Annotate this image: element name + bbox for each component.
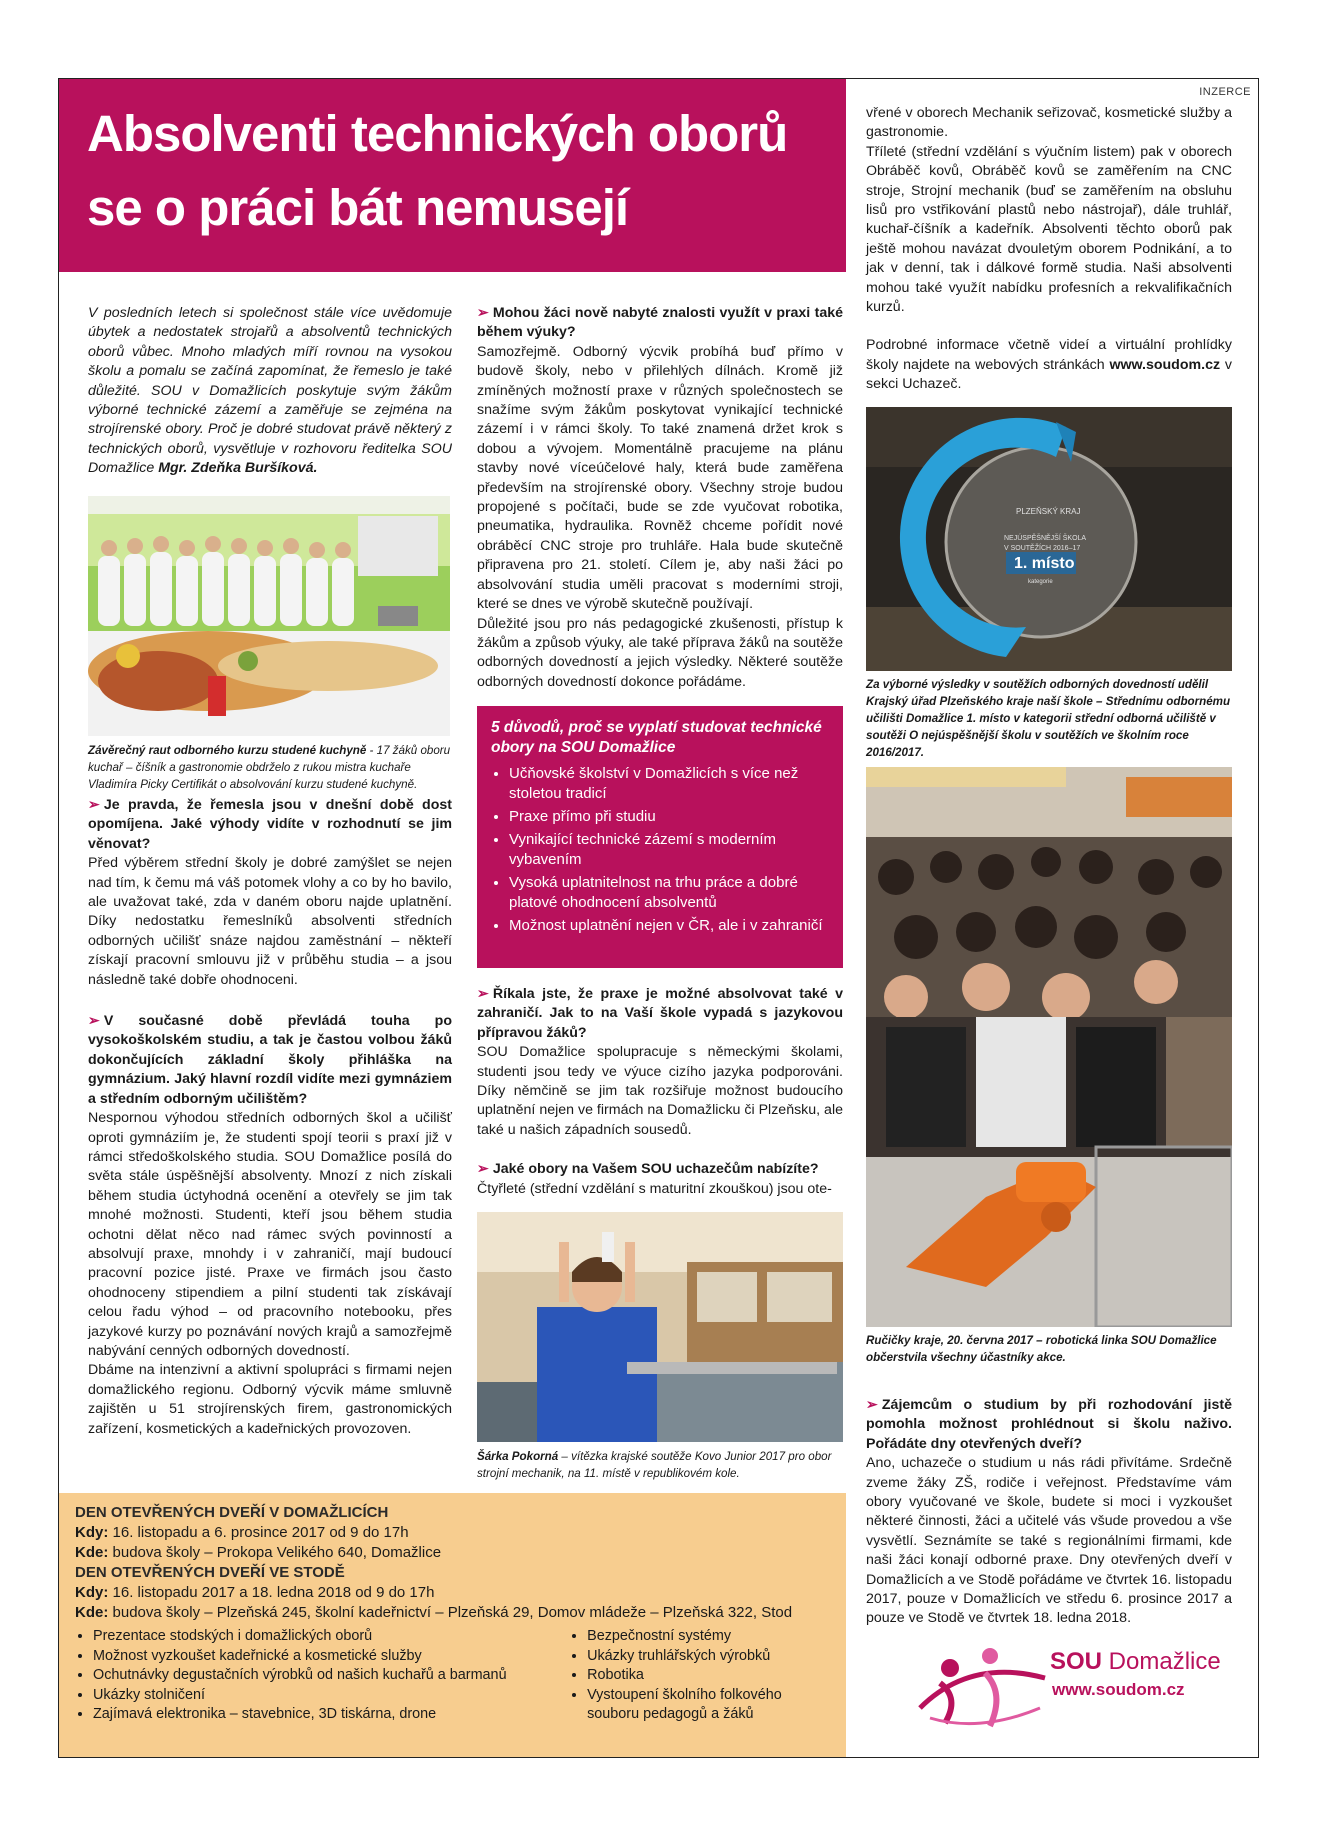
trophy-place: 1. místo xyxy=(1014,555,1075,572)
open-day-where-2: Kde: budova školy – Plzeňská 245, školní kadeřnictví – Plzeňská 29, Domov mládeže – Plzeňská 322, Stod xyxy=(75,1604,793,1621)
answer-2b: Dbáme na intenzivní a aktivní spolupráci s firmami nejen domažlického regionu. Odborný výcvik máme smluvně zajištěn u 51 strojírenských firem, gastronomických zařízení, kosmetických a kadeřnických provozoven. xyxy=(88,1362,452,1437)
question-1: ➢ Je pravda, že řemesla jsou v dnešní době dost opomíjena. Jaké výhody vidíte v rozhodnutí se jim věnovat? xyxy=(88,797,452,852)
answer-3b: Důležité jsou pro nás pedagogické zkušenosti, přístup k žákům a způsob výuky, ale také příprava žáků na soutěže odborných dovedností a jejich výsledky. Některé soutěže odborných dovedností dokonce pořádáme. xyxy=(477,615,843,690)
ad-label: INZERCE xyxy=(1199,86,1251,98)
column-2 xyxy=(477,304,843,692)
logo-figures-icon xyxy=(910,1638,1050,1733)
photo-student-caption: Šárka Pokorná – vítězka krajské soutěže Kovo Junior 2017 pro obor strojní mechanik, na 11. místě v republikovém kole. xyxy=(477,1450,832,1480)
answer-6: vřené v oborech Mechanik seřizovač, kosmetické služby a gastronomie. xyxy=(866,105,1232,141)
question-6: ➢ Zájemcům o studium by při rozhodování jistě pomohla možnost prohlédnout si školu naživo. Pořádáte dny otevřených dveří? xyxy=(866,1397,1232,1452)
reasons-title: 5 důvodů, proč se vyplatí studovat technické obory na SOU Domažlice xyxy=(491,719,822,756)
column-2-lower xyxy=(477,985,843,1199)
program-list-left xyxy=(75,1627,569,1725)
program-item: • Ukázky stolničení xyxy=(93,1686,569,1706)
question-2: ➢ V současné době převládá touha po vysokoškolském studiu, a tak je častou volbou žáků dokončujících základní školy přihláška na gymnázium. Jaký hlavní rozdíl vidíte mezi gymnáziem a středním odborným učilištěm? xyxy=(88,1013,452,1107)
column-3-lower xyxy=(866,1396,1232,1629)
open-day-program xyxy=(75,1627,830,1725)
photo-trophy-caption: Za výborné výsledky v soutěžích odborných dovedností udělil Krajský úřad Plzeňského kraje naší škole – Střednímu odbornému učilišti Domažlice 1. místo v kategorii střední odborná učiliště v soutěži O nejúspěšnější školu v soutěžích ve školním roce 2016/2017. xyxy=(866,678,1231,759)
open-day-where-1: Kde: budova školy – Prokopa Velikého 640, Domažlice xyxy=(75,1544,442,1561)
website-link[interactable]: www.soudom.cz xyxy=(1109,356,1221,373)
column-1 xyxy=(88,304,452,479)
photo-buffet xyxy=(88,496,450,736)
answer-6b: Tříleté (střední vzdělání s výučním listem) pak v oborech Obráběč kovů, Obráběč kovů se zaměřením na CNC stroje, Strojní mechanik (buď se zaměřením na obsluhu lisů pro vstřikování plastů nebo nástrojař), dále truhlář, kuchař-číšník a kadeřník. Absolventi těchto oborů pak ještě mohou navázat dvouletým oborem Podnikání, a to jak v denní, tak i dálkové formě studia. Naši absolventi mohou také využít nabídku profesních a rekvalifikačních kurzů. xyxy=(866,143,1232,316)
sou-logo xyxy=(910,1638,1221,1733)
reason-item: • Vysoká uplatnitelnost na trhu práce a dobré platové ohodnocení absolventů xyxy=(509,873,831,913)
reasons-list xyxy=(491,764,831,936)
answer-1: Před výběrem střední školy je dobré zamýšlet se nejen nad tím, k čemu má váš potomek vlohy a co by ho bavilo, ale uvažovat také, zda v daném oboru najde uplatnění. Díky nedostatku řemeslníků absolventi středních odborných učilišť snáze najdou zaměstnání – někteří získají pracovní smlouvu již v průběhu studia – a jsou následně také dobře ohodnoceni. xyxy=(88,855,452,988)
answer-3: Samozřejmě. Odborný výcvik probíhá buď přímo v budově školy, nebo v přilehlých dílnách. Kromě již zmíněných možností praxe v různých společnostech se snažíme svým žákům poskytovat vynikající technické zázemí i v rámci školy. To také znamená držet krok s dobou a vývojem. Momentálně pracujeme na plánu stavby nové víceúčelové haly, která bude zaměřena především na strojírenské obory. Všechny stroje budou propojené s počítači, bude se zde vyučovat robotika, pneumatika, hydraulika. Rovněž chceme pořídit nové obráběcí CNC stroje pro truhláře. Hala bude skutečně připravena pro 21. století. Cílem je, aby naši žáci po absolvování studia uměli pracovat s moderními stroji, které se dnes ve výrobě skutečně používají. xyxy=(477,343,843,613)
program-item: • Vystoupení školního folkového souboru pedagogů a žáků xyxy=(587,1686,830,1725)
question-5: ➢ Jaké obory na Vašem SOU uchazečům nabízíte? xyxy=(477,1161,819,1178)
article-title: Absolventi technických oborů se o práci bát nemusejí xyxy=(87,105,788,236)
logo-brand: SOU Domažlice xyxy=(1050,1648,1221,1675)
answer-2: Nespornou výhodou středních odborných škol a učilišť oproti gymnáziím je, že studenti spojí teorii s praxí již v rámci středoškolského studia. SOU Domažlice posílá do světa stále úspěšnější absolventy. Mnozí z nich získali během studia úctyhodná ocenění a otevřely se jim tak mnohé možnosti. Studenti, kteří jsou během studia ochotni dělat něco nad rámec svých povinností a absolvují praxe, mnohdy i v zahraničí, mají budoucí pracovní pozice jisté. Praxe ve firmách jsou často ohodnoceny stipendiem a pilní studenti tak získávají celou řadu výhod – od pracovního notebooku, přes jazykové kurzy po poznávání nových krajů a samozřejmě nabývání cenných odborných dovedností. xyxy=(88,1110,452,1359)
open-day-when-1: Kdy: 16. listopadu a 6. prosince 2017 od 9 do 17h xyxy=(75,1524,409,1541)
reasons-box xyxy=(477,706,843,968)
photo-crowd xyxy=(866,767,1232,1327)
question-4: ➢ Říkala jste, že praxe je možné absolvovat také v zahraničí. Jak to na Vaší škole vypadá s jazykovou přípravou žáků? xyxy=(477,986,843,1041)
answer-7: Ano, uchazeče o studium u nás rádi přivítáme. Srdečně zveme žáky ZŠ, rodiče i veřejnost. Představíme vám obory vyučované ve škole, budete si moci i vyzkoušet některé činnosti, žáci a učitelé vás všude provedou a vše vysvětlí. Seznámíte se také s regionálními firmami, kde naši žáci konají odborné praxe. Dny otevřených dveří v Domažlicích a ve Stodě pořádáme ve čtvrtek 16. listopadu 2017, pouze v Domažlicích ve středu 6. prosince 2017 a pouze ve Stodě ve čtvrtek 18. ledna 2018. xyxy=(866,1455,1232,1627)
reason-item: • Vynikající technické zázemí s moderním vybavením xyxy=(509,830,831,870)
photo-student xyxy=(477,1212,843,1442)
intro-paragraph: V posledních letech si společnost stále více uvědomuje úbytek a nedostatek strojařů a absolventů technických oborů vůbec. Mnoho mladých míří rovnou na vysokou školu a pomalu se začíná zapomínat, že řemeslo je také důležité. SOU v Domažlicích poskytuje svým žákům výborné technické zázemí a zaměřuje se zejména na strojírenské obory. Proč je dobré studovat právě některý z technických oborů, vysvětluje v rozhovoru ředitelka SOU Domažlice Mgr. Zdeňka Buršíková. xyxy=(88,305,452,477)
program-item: • Možnost vyzkoušet kadeřnické a kosmetické služby xyxy=(93,1647,569,1667)
answer-5: Čtyřleté (střední vzdělání s maturitní zkouškou) jsou ote- xyxy=(477,1180,832,1197)
photo-buffet-caption: Závěrečný raut odborného kurzu studené kuchyně - 17 žáků oboru kuchař – číšník a gastronomie obdrželo z rukou mistra kuchaře Vladimíra Picky Certifikát o absolvování kurzu studené kuchyně. xyxy=(88,744,451,791)
program-item: • Robotika xyxy=(587,1666,830,1686)
info-paragraph: Podrobné informace včetně videí a virtuální prohlídky školy najdete na webových stránkách www.soudom.cz v sekci Uchazeč. xyxy=(866,337,1232,393)
reason-item: • Praxe přímo při studiu xyxy=(509,807,831,827)
open-day-heading-2: DEN OTEVŘENÝCH DVEŘÍ VE STODĚ xyxy=(75,1564,345,1581)
trophy-category: kategorie xyxy=(1028,579,1053,585)
column-1-body xyxy=(88,796,452,1439)
reason-item: • Učňovské školství v Domažlicích s více než stoletou tradicí xyxy=(509,764,831,804)
photo-trophy xyxy=(866,407,1232,671)
program-item: • Zajímavá elektronika – stavebnice, 3D tiskárna, drone xyxy=(93,1705,569,1725)
open-day-box xyxy=(59,1493,846,1757)
program-list-right xyxy=(569,1627,830,1725)
open-day-when-2: Kdy: 16. listopadu 2017 a 18. ledna 2018 od 9 do 17h xyxy=(75,1584,435,1601)
open-day-heading-1: DEN OTEVŘENÝCH DVEŘÍ V DOMAŽLICÍCH xyxy=(75,1504,389,1521)
program-item: • Prezentace stodských i domažlických oborů xyxy=(93,1627,569,1647)
answer-4: SOU Domažlice spolupracuje s německými školami, studenti jsou tedy ve výuce cizího jazyka podporováni. Díky němčině se jim tak rozšiřuje možnost budoucího uplatnění nejen ve firmách na Domažlicku či Plzeňsku, ale také u našich západních sousedů. xyxy=(477,1044,843,1138)
program-item: • Ukázky truhlářských výrobků xyxy=(587,1647,830,1667)
article-header xyxy=(59,79,846,272)
photo-crowd-caption: Ručičky kraje, 20. června 2017 – robotická linka SOU Domažlice občerstvila všechny účastníky akce. xyxy=(866,1334,1217,1364)
trophy-line3: V SOUTĚŽÍCH 2016–17 xyxy=(1004,545,1081,552)
trophy-line1: PLZEŇSKÝ KRAJ xyxy=(1016,507,1081,516)
reason-item: • Možnost uplatnění nejen v ČR, ale i v zahraničí xyxy=(509,916,831,936)
logo-url[interactable]: www.soudom.cz xyxy=(1052,1680,1185,1699)
program-item: • Bezpečnostní systémy xyxy=(587,1627,830,1647)
question-3: ➢ Mohou žáci nově nabyté znalosti využít v praxi také během výuky? xyxy=(477,305,843,341)
trophy-line2: NEJÚSPĚŠNĚJŠÍ ŠKOLA xyxy=(1004,535,1087,542)
program-item: • Ochutnávky degustačních výrobků od našich kuchařů a barmanů xyxy=(93,1666,569,1686)
column-3 xyxy=(866,104,1232,395)
